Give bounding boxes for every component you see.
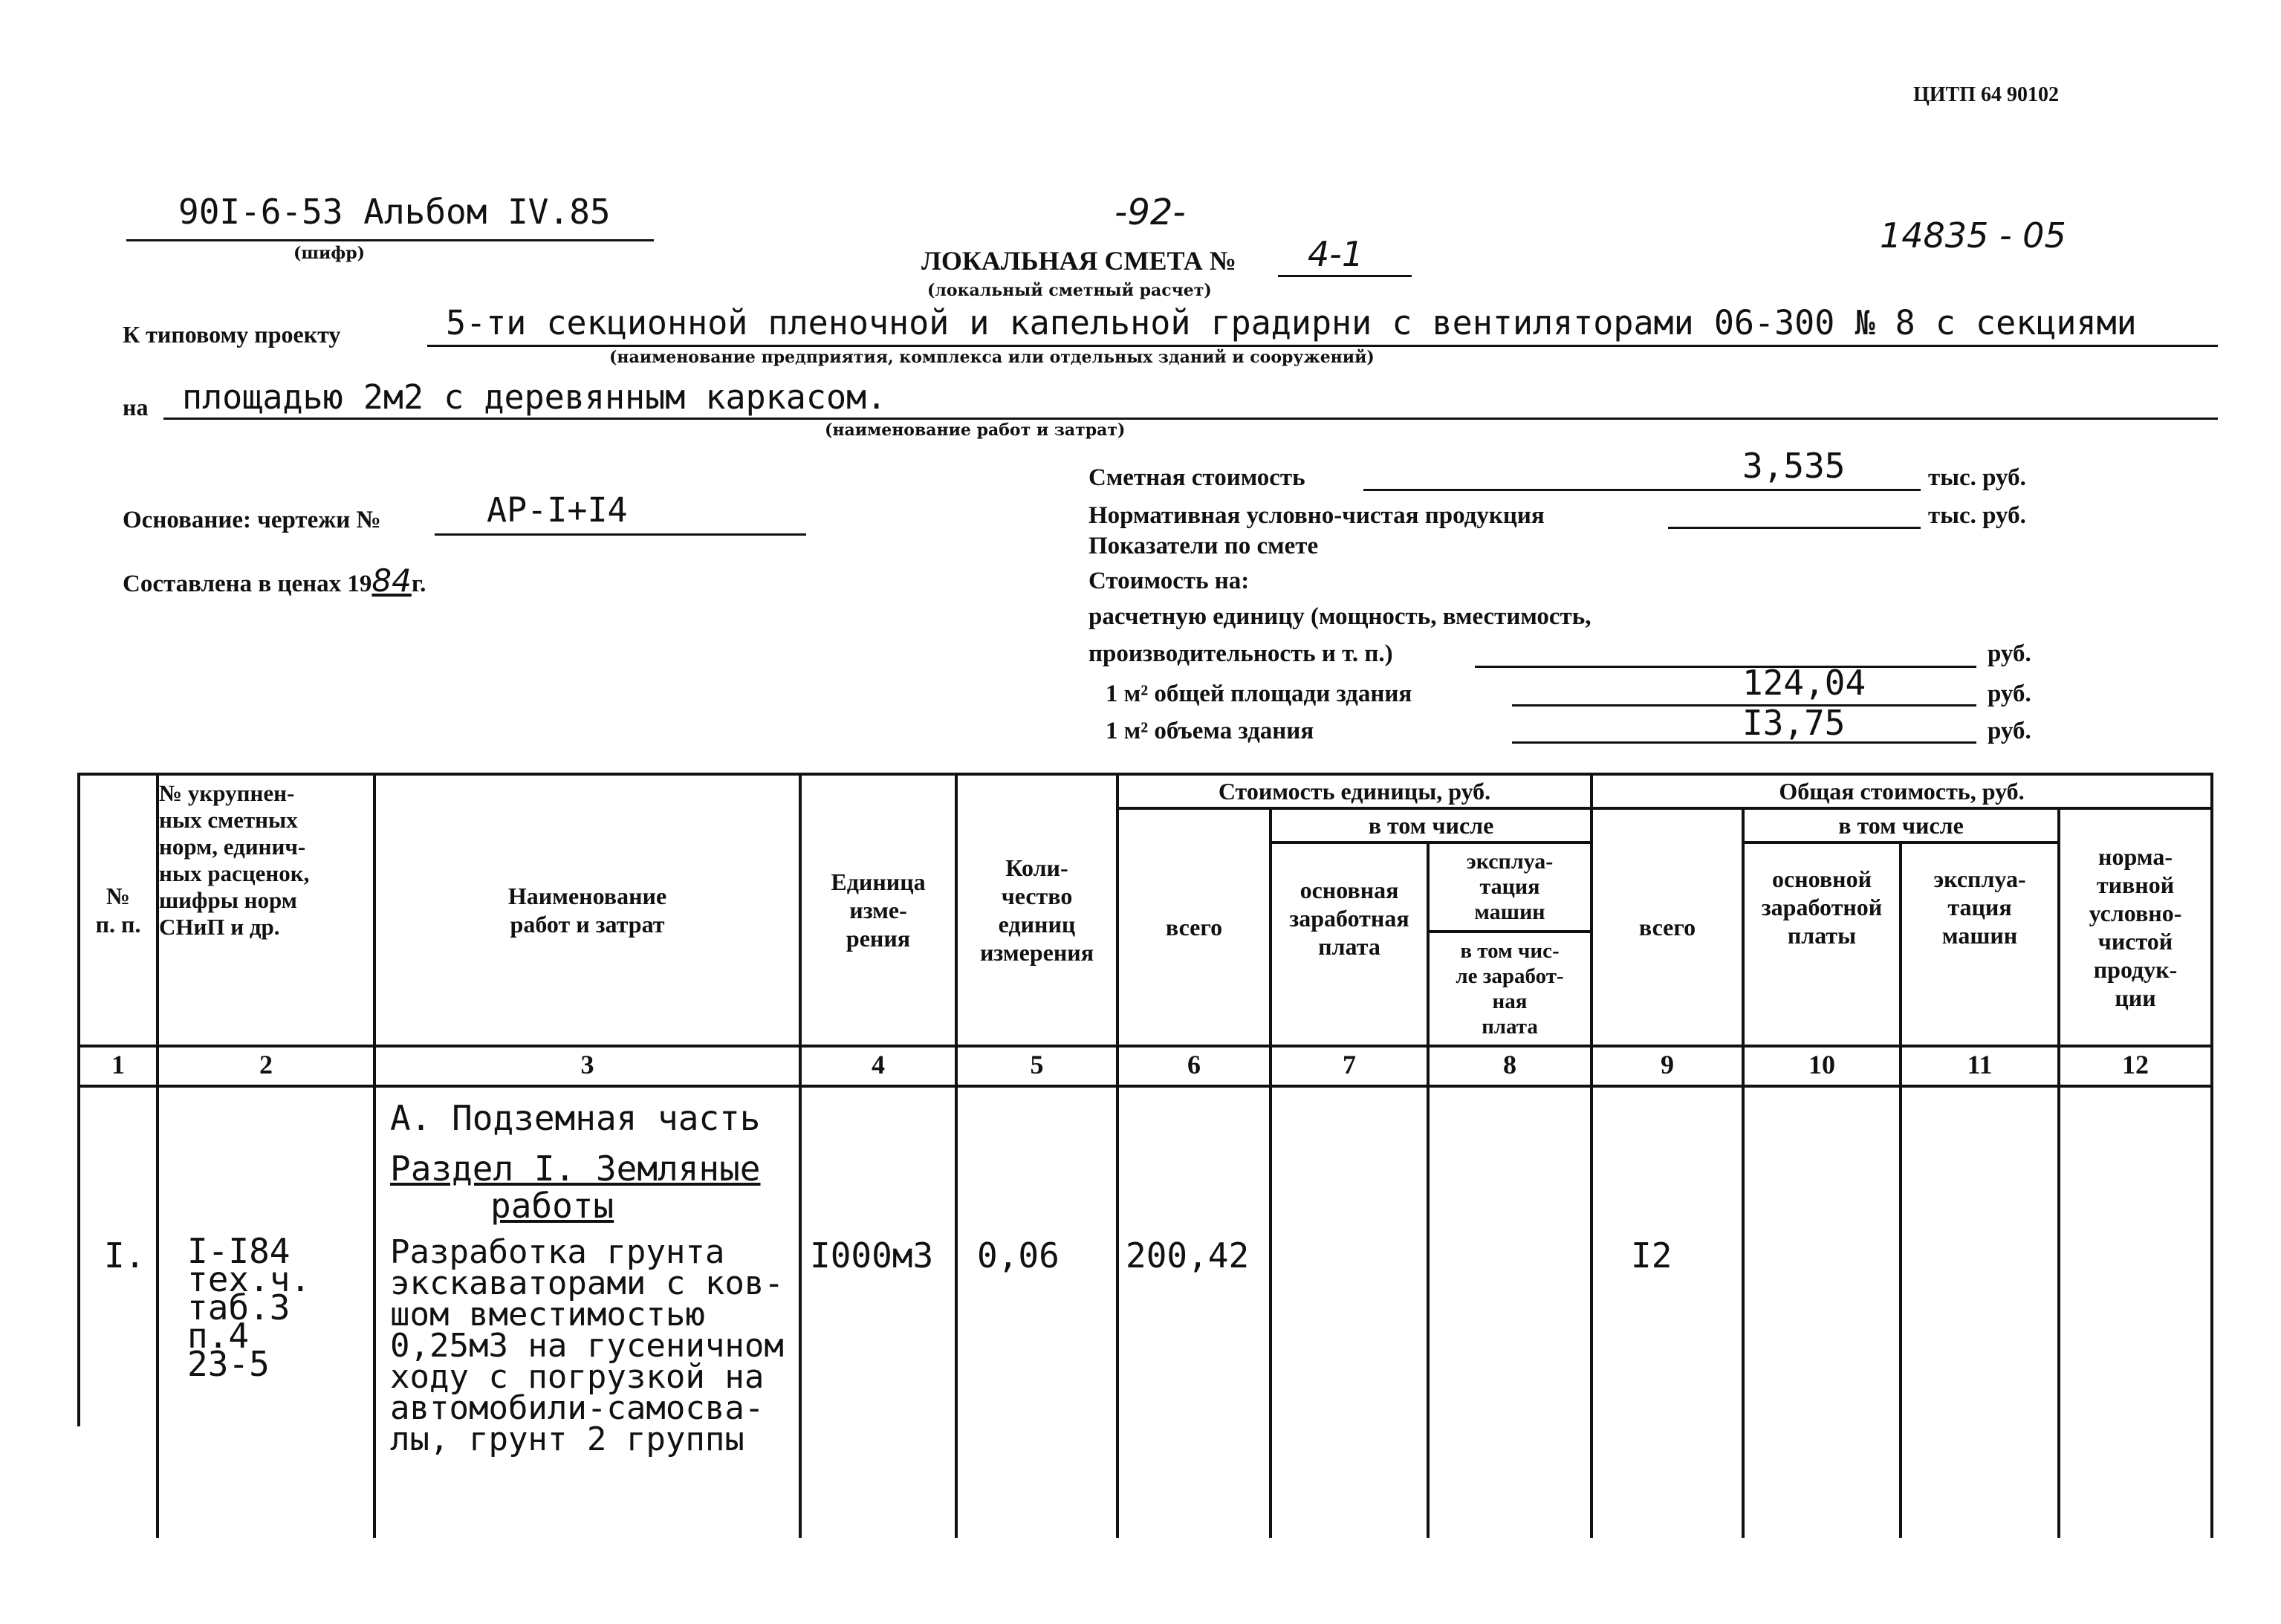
handwritten-reference: 14835 - 05: [1880, 215, 2066, 256]
header-quantity: Коли- чество единиц измерения: [979, 854, 1094, 966]
estimate-title: ЛОКАЛЬНАЯ СМЕТА №: [921, 246, 1236, 276]
row-total: I2: [1631, 1235, 1672, 1276]
volume-label: 1 м² объема здания: [1106, 718, 1314, 744]
header-incl-total: в том числе: [1838, 812, 1964, 839]
header-machines-total: эксплуа- тация машин: [1933, 865, 2026, 949]
col-number-5: 5: [1030, 1050, 1044, 1079]
page-number: -92-: [1114, 192, 1186, 233]
header-incl-unit: в том числе: [1368, 812, 1494, 839]
section-1-heading: Раздел I. Земляные: [390, 1149, 761, 1189]
prices-label: Составлена в ценах 1984г.: [123, 562, 426, 599]
row-unit: I000м3: [810, 1235, 934, 1276]
basis-underline: [435, 533, 806, 536]
area-label: 1 м² общей площади здания: [1106, 681, 1412, 707]
area-rub: руб.: [1988, 681, 2031, 707]
col-number-6: 6: [1187, 1050, 1201, 1079]
unit-label-2: производительность и т. п.): [1088, 640, 1393, 667]
header-unit: Единица изме- рения: [831, 868, 926, 952]
unit-rub: руб.: [1988, 640, 2031, 667]
cost-unit: тыс. руб.: [1928, 464, 2026, 491]
cost-label: Сметная стоимость: [1088, 464, 1305, 491]
col-number-4: 4: [872, 1050, 885, 1079]
row-quantity: 0,06: [977, 1235, 1060, 1276]
estimate-number-underline: [1278, 275, 1412, 277]
col-number-10: 10: [1808, 1050, 1835, 1079]
col-number-3: 3: [580, 1050, 594, 1079]
header-number: № п. п.: [95, 883, 141, 938]
section-1-heading-cont: работы: [490, 1186, 614, 1226]
header-base-wage-total: основной заработной платы: [1761, 865, 1883, 949]
col-number-1: 1: [111, 1050, 125, 1079]
indicators-label: Показатели по смете: [1088, 533, 1319, 559]
header-base-wage-unit: основная заработная плата: [1289, 877, 1409, 960]
header-bottom-line: [77, 1045, 2213, 1048]
cost-for-label: Стоимость на:: [1088, 568, 1250, 594]
col-number-9: 9: [1661, 1050, 1674, 1079]
document-code: ЦИТП 64 90102: [1913, 83, 2060, 106]
normative-underline: [1668, 527, 1921, 529]
prices-year: 84: [371, 562, 412, 599]
header-total-cost: Общая стоимость, руб.: [1779, 778, 2025, 805]
work-name-underline: [163, 418, 2218, 420]
normative-label: Нормативная условно-чистая продукция: [1088, 502, 1545, 529]
header-norms: № укрупнен- ных сметных норм, единич- ных расценок, шифры норм СНиП и др.: [159, 780, 310, 940]
row-unit-total: 200,42: [1126, 1235, 1250, 1276]
header-total-all: всего: [1638, 914, 1696, 941]
on-label: на: [123, 394, 149, 420]
header-normative-total: норма- тивной условно- чистой продук- ции: [2089, 843, 2182, 1011]
header-machines-wage-unit: в том чис- ле заработ- ная плата: [1456, 939, 1564, 1039]
normative-unit: тыс. руб.: [1928, 502, 2026, 529]
unit-label-1: расчетную единицу (мощность, вместимость,: [1088, 603, 1591, 630]
section-a-heading: А. Подземная часть: [390, 1098, 761, 1138]
cost-underline: [1363, 489, 1921, 491]
project-name: 5-ти секционной пленочной и капельной градирни с вентиляторами 06-300 № 8 с секциями: [446, 303, 2137, 342]
header-name: Наименование работ и затрат: [507, 883, 667, 938]
basis-value: АР-I+I4: [487, 490, 628, 530]
header-unit-total: всего: [1165, 914, 1223, 941]
area-value: 124,04: [1742, 663, 1866, 703]
header-machines-unit: эксплуа- тация машин: [1466, 849, 1554, 924]
basis-label: Основание: чертежи №: [123, 507, 381, 533]
row-number: I.: [104, 1235, 146, 1276]
project-caption: (наименование предприятия, комплекса или отдельных зданий и сооружений): [609, 348, 1375, 367]
cost-value: 3,535: [1742, 446, 1846, 486]
volume-value: I3,75: [1742, 703, 1846, 743]
col-number-8: 8: [1503, 1050, 1516, 1079]
work-caption: (наименование работ и затрат): [825, 420, 1126, 440]
row-name: Разработка грунта экскаваторами с ков- шом вместимостью 0,25м3 на гусеничном ходу с погрузкой на автомобили-самосва- лы, грунт 2 группы: [390, 1233, 784, 1458]
col-border-12: [2210, 773, 2213, 1538]
project-label: К типовому проекту: [123, 321, 341, 348]
col-number-7: 7: [1343, 1050, 1356, 1079]
estimate-subtitle: (локальный сметный расчет): [927, 281, 1212, 300]
row-norm: I-I84 тех.ч. таб.3 п.4 23-5: [187, 1231, 311, 1384]
project-code-caption: (шифр): [293, 244, 366, 263]
work-name: площадью 2м2 с деревянным каркасом.: [182, 377, 887, 417]
col-number-2: 2: [259, 1050, 273, 1079]
volume-rub: руб.: [1988, 718, 2031, 744]
project-code: 90I-6-53 Альбом IV.85: [178, 192, 611, 232]
unit-underline: [1475, 666, 1976, 668]
project-code-underline: [126, 239, 654, 241]
col-numbers-bottom-line: [77, 1085, 2213, 1088]
col-number-11: 11: [1967, 1050, 1993, 1079]
header-unit-cost: Стоимость единицы, руб.: [1218, 778, 1491, 805]
estimate-number: 4-1: [1308, 234, 1364, 274]
project-name-underline: [427, 345, 2218, 347]
col-number-12: 12: [2122, 1050, 2149, 1079]
